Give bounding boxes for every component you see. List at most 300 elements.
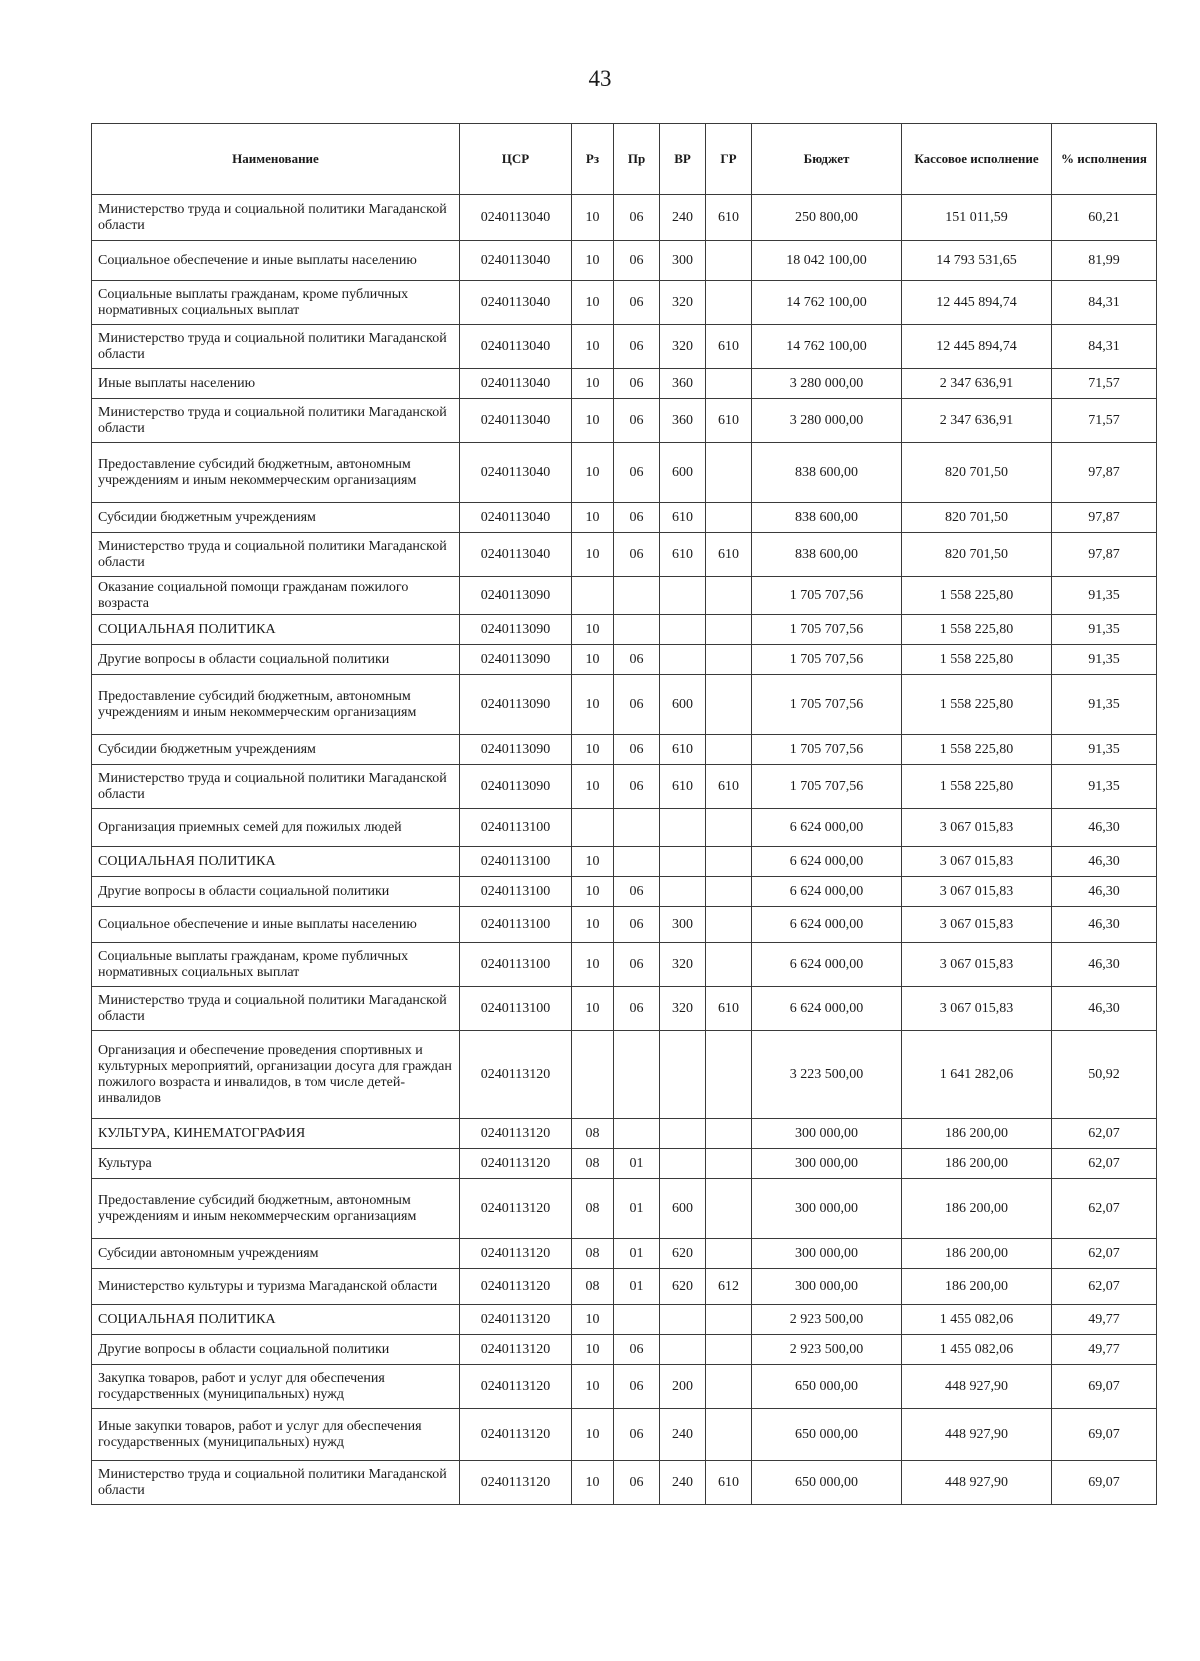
cell-rz: 10	[572, 503, 614, 533]
cell-name: СОЦИАЛЬНАЯ ПОЛИТИКА	[92, 1305, 460, 1335]
cell-pr	[614, 809, 660, 847]
cell-rz: 10	[572, 1365, 614, 1409]
table-row	[92, 1031, 1157, 1119]
table-row	[92, 735, 1157, 765]
table-row	[92, 645, 1157, 675]
cell-cash: 448 927,90	[902, 1365, 1052, 1409]
cell-budget: 2 923 500,00	[752, 1305, 902, 1335]
cell-vr: 300	[660, 907, 706, 943]
cell-csr: 0240113040	[460, 503, 572, 533]
cell-csr: 0240113040	[460, 443, 572, 503]
cell-vr	[660, 1031, 706, 1119]
cell-csr: 0240113100	[460, 877, 572, 907]
cell-percent: 81,99	[1052, 241, 1157, 281]
cell-rz: 10	[572, 1305, 614, 1335]
cell-cash: 2 347 636,91	[902, 399, 1052, 443]
cell-gr	[706, 577, 752, 615]
cell-csr: 0240113120	[460, 1461, 572, 1505]
cell-percent: 46,30	[1052, 943, 1157, 987]
cell-cash: 3 067 015,83	[902, 907, 1052, 943]
cell-csr: 0240113100	[460, 907, 572, 943]
cell-vr: 620	[660, 1269, 706, 1305]
cell-gr: 610	[706, 399, 752, 443]
cell-percent: 46,30	[1052, 987, 1157, 1031]
cell-budget: 6 624 000,00	[752, 987, 902, 1031]
cell-cash: 186 200,00	[902, 1119, 1052, 1149]
cell-rz: 10	[572, 645, 614, 675]
cell-vr	[660, 577, 706, 615]
cell-name: Организация и обеспечение проведения спортивных и культурных мероприятий, организации досуга для граждан пожилого возраста и инвалидов, в том числе детей-инвалидов	[92, 1031, 460, 1119]
cell-pr: 06	[614, 1335, 660, 1365]
cell-csr: 0240113120	[460, 1409, 572, 1461]
cell-name: Другие вопросы в области социальной политики	[92, 877, 460, 907]
cell-vr	[660, 1119, 706, 1149]
cell-name: Оказание социальной помощи гражданам пожилого возраста	[92, 577, 460, 615]
cell-pr	[614, 1305, 660, 1335]
cell-vr: 610	[660, 735, 706, 765]
cell-name: Социальные выплаты гражданам, кроме публичных нормативных социальных выплат	[92, 281, 460, 325]
cell-name: Культура	[92, 1149, 460, 1179]
cell-budget: 250 800,00	[752, 195, 902, 241]
cell-percent: 49,77	[1052, 1335, 1157, 1365]
cell-budget: 3 223 500,00	[752, 1031, 902, 1119]
cell-rz: 10	[572, 533, 614, 577]
cell-pr: 06	[614, 195, 660, 241]
table-row	[92, 533, 1157, 577]
cell-gr	[706, 369, 752, 399]
cell-name: Министерство труда и социальной политики Магаданской области	[92, 987, 460, 1031]
cell-vr	[660, 847, 706, 877]
cell-percent: 84,31	[1052, 325, 1157, 369]
cell-percent: 46,30	[1052, 907, 1157, 943]
cell-pr: 06	[614, 943, 660, 987]
cell-vr: 600	[660, 1179, 706, 1239]
cell-rz: 10	[572, 877, 614, 907]
cell-gr	[706, 735, 752, 765]
table-row	[92, 1269, 1157, 1305]
cell-budget: 14 762 100,00	[752, 325, 902, 369]
cell-rz: 10	[572, 1409, 614, 1461]
cell-budget: 300 000,00	[752, 1119, 902, 1149]
cell-cash: 186 200,00	[902, 1239, 1052, 1269]
cell-vr: 200	[660, 1365, 706, 1409]
cell-vr: 320	[660, 325, 706, 369]
table-row	[92, 943, 1157, 987]
cell-budget: 300 000,00	[752, 1149, 902, 1179]
cell-budget: 300 000,00	[752, 1269, 902, 1305]
cell-percent: 91,35	[1052, 577, 1157, 615]
cell-gr	[706, 645, 752, 675]
cell-name: Министерство культуры и туризма Магаданской области	[92, 1269, 460, 1305]
header-name: Наименование	[92, 124, 460, 195]
cell-cash: 1 558 225,80	[902, 735, 1052, 765]
table-row	[92, 1461, 1157, 1505]
cell-csr: 0240113090	[460, 577, 572, 615]
cell-csr: 0240113090	[460, 675, 572, 735]
cell-csr: 0240113120	[460, 1365, 572, 1409]
cell-csr: 0240113040	[460, 241, 572, 281]
cell-pr: 06	[614, 765, 660, 809]
cell-csr: 0240113100	[460, 943, 572, 987]
cell-pr	[614, 1119, 660, 1149]
cell-name: Предоставление субсидий бюджетным, автономным учреждениям и иным некоммерческим организациям	[92, 443, 460, 503]
cell-name: Иные выплаты населению	[92, 369, 460, 399]
cell-vr	[660, 1305, 706, 1335]
cell-percent: 62,07	[1052, 1239, 1157, 1269]
table-row	[92, 1305, 1157, 1335]
cell-pr: 06	[614, 369, 660, 399]
cell-gr	[706, 847, 752, 877]
cell-budget: 3 280 000,00	[752, 399, 902, 443]
cell-vr	[660, 1149, 706, 1179]
cell-vr	[660, 809, 706, 847]
cell-vr	[660, 615, 706, 645]
cell-gr	[706, 1149, 752, 1179]
table-row	[92, 615, 1157, 645]
cell-rz: 10	[572, 281, 614, 325]
cell-cash: 820 701,50	[902, 533, 1052, 577]
cell-budget: 6 624 000,00	[752, 847, 902, 877]
cell-percent: 71,57	[1052, 399, 1157, 443]
cell-cash: 12 445 894,74	[902, 281, 1052, 325]
cell-name: СОЦИАЛЬНАЯ ПОЛИТИКА	[92, 615, 460, 645]
cell-percent: 49,77	[1052, 1305, 1157, 1335]
cell-gr	[706, 281, 752, 325]
table-row	[92, 1409, 1157, 1461]
budget-execution-table	[91, 123, 1157, 1505]
cell-cash: 2 347 636,91	[902, 369, 1052, 399]
cell-cash: 448 927,90	[902, 1461, 1052, 1505]
cell-budget: 1 705 707,56	[752, 765, 902, 809]
cell-gr: 610	[706, 533, 752, 577]
cell-vr: 360	[660, 369, 706, 399]
cell-cash: 1 558 225,80	[902, 765, 1052, 809]
cell-gr: 610	[706, 1461, 752, 1505]
cell-vr: 240	[660, 1409, 706, 1461]
table-row	[92, 195, 1157, 241]
table-row	[92, 577, 1157, 615]
cell-percent: 91,35	[1052, 735, 1157, 765]
cell-pr: 06	[614, 907, 660, 943]
cell-name: Субсидии бюджетным учреждениям	[92, 735, 460, 765]
cell-pr: 06	[614, 877, 660, 907]
cell-percent: 91,35	[1052, 645, 1157, 675]
cell-vr: 620	[660, 1239, 706, 1269]
cell-gr	[706, 1239, 752, 1269]
cell-gr: 610	[706, 325, 752, 369]
cell-rz: 10	[572, 943, 614, 987]
cell-name: Предоставление субсидий бюджетным, автономным учреждениям и иным некоммерческим организациям	[92, 675, 460, 735]
cell-vr	[660, 645, 706, 675]
table-row	[92, 503, 1157, 533]
cell-percent: 46,30	[1052, 877, 1157, 907]
cell-name: Министерство труда и социальной политики Магаданской области	[92, 765, 460, 809]
cell-percent: 91,35	[1052, 765, 1157, 809]
cell-name: СОЦИАЛЬНАЯ ПОЛИТИКА	[92, 847, 460, 877]
cell-budget: 6 624 000,00	[752, 943, 902, 987]
cell-name: Субсидии автономным учреждениям	[92, 1239, 460, 1269]
cell-gr	[706, 675, 752, 735]
cell-name: Министерство труда и социальной политики Магаданской области	[92, 399, 460, 443]
cell-vr: 320	[660, 943, 706, 987]
cell-name: Субсидии бюджетным учреждениям	[92, 503, 460, 533]
cell-budget: 838 600,00	[752, 503, 902, 533]
cell-percent: 97,87	[1052, 533, 1157, 577]
cell-budget: 1 705 707,56	[752, 735, 902, 765]
cell-rz: 10	[572, 369, 614, 399]
cell-budget: 650 000,00	[752, 1409, 902, 1461]
cell-budget: 18 042 100,00	[752, 241, 902, 281]
cell-percent: 69,07	[1052, 1409, 1157, 1461]
table-header	[92, 124, 1157, 195]
cell-rz: 08	[572, 1269, 614, 1305]
cell-budget: 1 705 707,56	[752, 615, 902, 645]
cell-budget: 838 600,00	[752, 443, 902, 503]
cell-budget: 3 280 000,00	[752, 369, 902, 399]
table-row	[92, 765, 1157, 809]
header-budget: Бюджет	[752, 124, 902, 195]
cell-cash: 151 011,59	[902, 195, 1052, 241]
cell-csr: 0240113100	[460, 847, 572, 877]
cell-rz: 08	[572, 1239, 614, 1269]
cell-gr	[706, 443, 752, 503]
cell-rz: 10	[572, 765, 614, 809]
cell-csr: 0240113090	[460, 765, 572, 809]
cell-budget: 838 600,00	[752, 533, 902, 577]
cell-cash: 3 067 015,83	[902, 809, 1052, 847]
cell-csr: 0240113120	[460, 1269, 572, 1305]
table-row	[92, 399, 1157, 443]
cell-cash: 820 701,50	[902, 443, 1052, 503]
header-vr: ВР	[660, 124, 706, 195]
cell-gr	[706, 1305, 752, 1335]
cell-budget: 1 705 707,56	[752, 675, 902, 735]
cell-rz: 10	[572, 195, 614, 241]
cell-vr: 360	[660, 399, 706, 443]
cell-gr	[706, 1365, 752, 1409]
cell-rz: 08	[572, 1119, 614, 1149]
cell-cash: 1 558 225,80	[902, 577, 1052, 615]
cell-budget: 2 923 500,00	[752, 1335, 902, 1365]
cell-cash: 1 641 282,06	[902, 1031, 1052, 1119]
table-row	[92, 443, 1157, 503]
cell-rz: 10	[572, 907, 614, 943]
cell-pr: 06	[614, 1365, 660, 1409]
cell-rz: 10	[572, 443, 614, 503]
table-row	[92, 1119, 1157, 1149]
cell-vr: 600	[660, 443, 706, 503]
cell-pr: 06	[614, 735, 660, 765]
cell-pr: 06	[614, 241, 660, 281]
cell-csr: 0240113120	[460, 1239, 572, 1269]
cell-pr: 06	[614, 281, 660, 325]
table-row	[92, 877, 1157, 907]
header-csr: ЦСР	[460, 124, 572, 195]
cell-budget: 1 705 707,56	[752, 577, 902, 615]
cell-csr: 0240113040	[460, 369, 572, 399]
cell-rz: 10	[572, 399, 614, 443]
cell-rz	[572, 577, 614, 615]
cell-cash: 820 701,50	[902, 503, 1052, 533]
cell-percent: 46,30	[1052, 847, 1157, 877]
cell-pr	[614, 615, 660, 645]
cell-csr: 0240113120	[460, 1179, 572, 1239]
cell-pr: 01	[614, 1239, 660, 1269]
cell-rz	[572, 809, 614, 847]
cell-pr: 06	[614, 325, 660, 369]
header-cash-execution: Кассовое исполнение	[902, 124, 1052, 195]
cell-gr	[706, 1031, 752, 1119]
cell-csr: 0240113120	[460, 1031, 572, 1119]
table-row	[92, 1179, 1157, 1239]
cell-pr: 06	[614, 533, 660, 577]
cell-percent: 97,87	[1052, 503, 1157, 533]
cell-vr: 320	[660, 987, 706, 1031]
cell-name: КУЛЬТУРА, КИНЕМАТОГРАФИЯ	[92, 1119, 460, 1149]
cell-vr: 240	[660, 1461, 706, 1505]
cell-gr	[706, 1409, 752, 1461]
cell-vr: 240	[660, 195, 706, 241]
cell-pr: 06	[614, 987, 660, 1031]
cell-pr: 06	[614, 399, 660, 443]
cell-vr	[660, 877, 706, 907]
table-row	[92, 847, 1157, 877]
cell-percent: 69,07	[1052, 1365, 1157, 1409]
cell-rz: 10	[572, 847, 614, 877]
cell-pr: 01	[614, 1179, 660, 1239]
cell-csr: 0240113120	[460, 1149, 572, 1179]
cell-percent: 46,30	[1052, 809, 1157, 847]
cell-gr	[706, 503, 752, 533]
cell-csr: 0240113040	[460, 281, 572, 325]
cell-name: Социальное обеспечение и иные выплаты населению	[92, 241, 460, 281]
cell-percent: 91,35	[1052, 675, 1157, 735]
cell-name: Иные закупки товаров, работ и услуг для обеспечения государственных (муниципальных) нужд	[92, 1409, 460, 1461]
cell-budget: 300 000,00	[752, 1239, 902, 1269]
cell-csr: 0240113040	[460, 533, 572, 577]
cell-percent: 84,31	[1052, 281, 1157, 325]
cell-cash: 1 455 082,06	[902, 1305, 1052, 1335]
table-row	[92, 987, 1157, 1031]
cell-gr	[706, 943, 752, 987]
cell-name: Закупка товаров, работ и услуг для обеспечения государственных (муниципальных) нужд	[92, 1365, 460, 1409]
cell-csr: 0240113040	[460, 195, 572, 241]
cell-pr: 06	[614, 1409, 660, 1461]
cell-cash: 3 067 015,83	[902, 987, 1052, 1031]
cell-gr	[706, 615, 752, 645]
cell-cash: 448 927,90	[902, 1409, 1052, 1461]
cell-gr	[706, 1335, 752, 1365]
cell-percent: 62,07	[1052, 1149, 1157, 1179]
cell-cash: 3 067 015,83	[902, 877, 1052, 907]
table-row	[92, 1365, 1157, 1409]
cell-cash: 3 067 015,83	[902, 847, 1052, 877]
cell-csr: 0240113090	[460, 615, 572, 645]
cell-rz: 10	[572, 1335, 614, 1365]
cell-gr	[706, 241, 752, 281]
cell-csr: 0240113100	[460, 809, 572, 847]
table-row	[92, 369, 1157, 399]
cell-percent: 60,21	[1052, 195, 1157, 241]
cell-cash: 186 200,00	[902, 1269, 1052, 1305]
cell-gr	[706, 1119, 752, 1149]
cell-cash: 1 558 225,80	[902, 615, 1052, 645]
cell-gr: 610	[706, 195, 752, 241]
cell-csr: 0240113120	[460, 1119, 572, 1149]
cell-name: Социальное обеспечение и иные выплаты населению	[92, 907, 460, 943]
header-rz: Рз	[572, 124, 614, 195]
cell-name: Организация приемных семей для пожилых людей	[92, 809, 460, 847]
cell-cash: 3 067 015,83	[902, 943, 1052, 987]
cell-csr: 0240113090	[460, 645, 572, 675]
cell-name: Социальные выплаты гражданам, кроме публичных нормативных социальных выплат	[92, 943, 460, 987]
cell-gr: 610	[706, 987, 752, 1031]
header-row	[92, 124, 1157, 195]
cell-pr: 06	[614, 645, 660, 675]
cell-percent: 97,87	[1052, 443, 1157, 503]
cell-csr: 0240113100	[460, 987, 572, 1031]
cell-name: Министерство труда и социальной политики Магаданской области	[92, 195, 460, 241]
cell-csr: 0240113040	[460, 325, 572, 369]
table-row	[92, 241, 1157, 281]
cell-percent: 91,35	[1052, 615, 1157, 645]
cell-vr	[660, 1335, 706, 1365]
cell-cash: 186 200,00	[902, 1179, 1052, 1239]
cell-budget: 300 000,00	[752, 1179, 902, 1239]
cell-pr	[614, 1031, 660, 1119]
cell-budget: 6 624 000,00	[752, 877, 902, 907]
cell-pr: 01	[614, 1269, 660, 1305]
cell-cash: 1 455 082,06	[902, 1335, 1052, 1365]
header-percent-execution: % исполнения	[1052, 124, 1157, 195]
cell-rz: 10	[572, 735, 614, 765]
cell-cash: 1 558 225,80	[902, 645, 1052, 675]
table-row	[92, 675, 1157, 735]
page-number: 43	[588, 66, 612, 91]
cell-rz: 08	[572, 1179, 614, 1239]
cell-name: Предоставление субсидий бюджетным, автономным учреждениям и иным некоммерческим организациям	[92, 1179, 460, 1239]
cell-cash: 1 558 225,80	[902, 675, 1052, 735]
cell-gr	[706, 809, 752, 847]
cell-pr	[614, 577, 660, 615]
cell-rz: 10	[572, 615, 614, 645]
cell-cash: 12 445 894,74	[902, 325, 1052, 369]
header-pr: Пр	[614, 124, 660, 195]
cell-pr: 01	[614, 1149, 660, 1179]
cell-rz: 10	[572, 675, 614, 735]
cell-csr: 0240113090	[460, 735, 572, 765]
cell-name: Министерство труда и социальной политики Магаданской области	[92, 325, 460, 369]
table-row	[92, 907, 1157, 943]
cell-pr: 06	[614, 675, 660, 735]
cell-percent: 71,57	[1052, 369, 1157, 399]
cell-percent: 69,07	[1052, 1461, 1157, 1505]
table-row	[92, 281, 1157, 325]
cell-budget: 1 705 707,56	[752, 645, 902, 675]
cell-cash: 186 200,00	[902, 1149, 1052, 1179]
table-row	[92, 325, 1157, 369]
cell-rz: 10	[572, 241, 614, 281]
cell-name: Министерство труда и социальной политики Магаданской области	[92, 1461, 460, 1505]
cell-pr: 06	[614, 503, 660, 533]
cell-percent: 62,07	[1052, 1179, 1157, 1239]
cell-percent: 62,07	[1052, 1119, 1157, 1149]
table-row	[92, 1335, 1157, 1365]
cell-pr: 06	[614, 443, 660, 503]
cell-rz: 10	[572, 325, 614, 369]
cell-name: Другие вопросы в области социальной политики	[92, 1335, 460, 1365]
cell-percent: 50,92	[1052, 1031, 1157, 1119]
